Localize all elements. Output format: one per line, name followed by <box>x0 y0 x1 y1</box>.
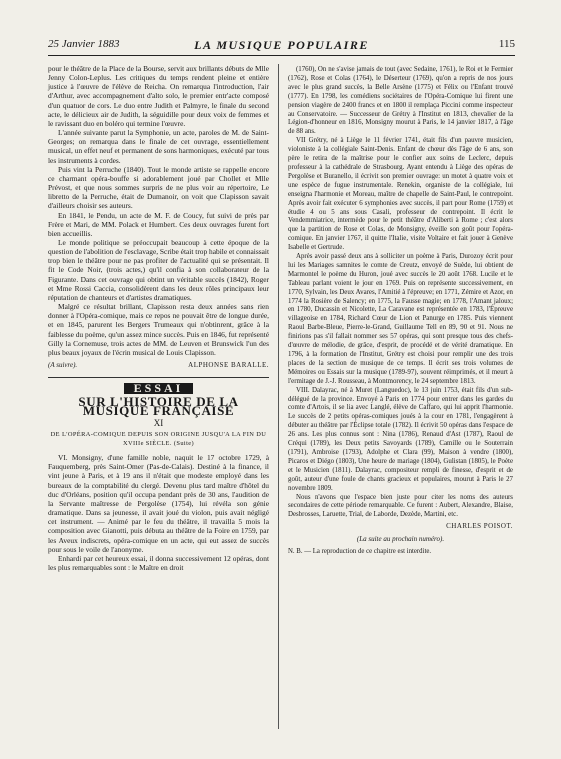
paragraph: L'année suivante parut la Symphonie, un acte, paroles de M. de Saint-Georges; on remarqua dans le finale de cet ouvrage, essentiellement musical, un effet neuf et permanent de sons harmoniques, exécuté par tous les instruments à cordes. <box>48 128 269 165</box>
chapter-subtitle: DE L'OPÉRA-COMIQUE DEPUIS SON ORIGINE JUSQU'A LA FIN DU XVIIIe SIÈCLE. (Suite) <box>50 430 267 447</box>
chapter-number: XI <box>153 417 164 428</box>
journal-title: LA MUSIQUE POPULAIRE <box>194 38 369 52</box>
essay-title: SUR L'HISTOIRE DE LA MUSIQUE FRANÇAISE <box>78 394 239 419</box>
right-column <box>288 66 513 557</box>
article-signature <box>48 361 269 370</box>
reproduction-note: N. B. — La reproduction de ce chapitre est interdite. <box>288 548 432 556</box>
page-header <box>48 38 515 54</box>
header-rule <box>48 55 515 56</box>
essai-heading: ESSAI <box>48 383 269 394</box>
column-separator <box>278 64 279 729</box>
page-number: 115 <box>498 38 515 50</box>
continuation-note: (La suite au prochain numéro). <box>356 535 445 544</box>
to-be-continued: (A suivre). <box>48 361 78 369</box>
paragraph: VI. Monsigny, d'une famille noble, naquit le 17 octobre 1729, à Fauquemberg, près Saint-Omer (Pas-de-Calais). Destiné à la finance, il vint jeune à Paris, et à 19 ans il n'était que modeste employé dans les bureaux de la comptabilité du clergé. Devenu plus tard maître d'hôtel du duc d'Orléans, position qu'il occupa pendant près de 30 ans, l'audition de la Servante maîtresse de Pergolèse (1754), lui révéla son génie dramatique. Dans sa jeunesse, il avait joué du violon, puis avait négligé cet instrument. — Animé par le feu du théâtre, il travailla 5 mois la composition avec Gianotti, puis débuta au théâtre de la Foire en 1759, par les Aveux indiscrets, opéra-comique en un acte, qui eut assez de succès pour sous le voile de l'anonyme. <box>48 453 269 554</box>
section-divider <box>48 377 269 378</box>
issue-date: 25 Janvier 1883 <box>48 38 120 50</box>
paragraph: VIII. Dalayrac, né à Muret (Languedoc), le 13 juin 1753, était fils d'un sub-délégué de la province. Envoyé à Paris en 1774 pour entrer dans les gardes du comte d'Artois, il se lia avec Langlé, élève de Caffaro, qui lui apprit l'harmonie. Le succès de 2 petits opéras-comiques joués à la cour en 1781, l'engagèrent à débuter au théâtre par l'Éclipse totale (1782). Il écrivit 50 opéras dans l'espace de 26 ans. Les plus connus sont : Nina (1786), Renaud d'Ast (1787), Raoul de Créqui (1789), les Deux petits Savoyards (1789), Camille ou le Souterrain (1791), Ambroise (1793), Adolphe et Clara (99), Maison à vendre (1800), Picaros et Diégo (1803), Une heure de mariage (1804), Gulistan (1805), le Poète et le Musicien (1811). Dalayrac, compositeur rempli de finesse, d'esprit et de goût, auteur d'une foule de chants gracieux et populaires, mourut à Paris le 27 novembre 1809. <box>288 386 513 492</box>
paragraph: Nous n'avons que l'espace bien juste pour citer les noms des auteurs secondaires de cette période remarquable. Ce furent : Aubert, Alexandre, Blaise, Desbrosses, Laruette, Trial, de Laborde, Dezède, Martini, etc. <box>288 493 513 519</box>
paragraph: En 1841, le Pendu, un acte de M. F. de Coucy, fut suivi de près par Frère et Mari, de MM. Polack et Humbert. Ces deux ouvrages furent fort bien accueillis. <box>48 210 269 238</box>
paragraph: pour le théâtre de la Place de la Bourse, servit aux brillants débuts de Mlle Jenny Colon-Leplus. Les critiques du temps rendent pleine et entière justice à l'œuvre de l'élève de Reicha. On remarqua l'introduction, l'air d'Arthur, avec accompagnement d'alto solo, le premier entr'acte composé d'un quatuor de cors. Le duo entre Judith et Palmyre, le finale du second acte, le délicieux air de Judith, la séguidille pour deux voix de femmes et le ravissant duo en boléro qui termine l'œuvre. <box>48 64 269 128</box>
paragraph: Malgré ce résultat brillant, Clapisson resta deux années sans rien donner à l'Opéra-comique, mais ce repos ne pouvait être de longue durée, et en 1845, parurent les Bergers Trumeaux qui n'obtinrent, grâce à la faiblesse du poème, qu'un assez mince succès. Puis en 1846, fut représenté Gilly la Cornemuse, trois actes de MM. de Leuven et Brunswick l'un des plus beaux joyaux de l'écrin musical de Louis Clapisson. <box>48 302 269 357</box>
author-name: ALPHONSE BARALLE. <box>188 361 269 369</box>
paragraph: VII Grétry, né à Liège le 11 février 1741, était fils d'un pauvre musicien, violoniste à la collégiale Saint-Denis. Enfant de chœur dès l'âge de 6 ans, son père le retira de la maîtrise pour le confier aux soins de Leclerc, depuis professeur à la cathédrale de Strasbourg. Ayant entendu à Liège des opéras de Pergolèse et Buranello, il écrivit son premier ouvrage: un motet à quatre voix et une espèce de fugue instrumentale. Renekin, organiste de la collégiale, lui enseigna l'harmonie et Moreau, maître de chapelle de Saint-Paul, le contrepoint. Après avoir fait exécuter 6 symphonies avec succès, il part pour Rome (1759) et étudie 4 ou 5 ans sous Casali, professeur de contrepoint. Il écrit le Vendemmiatrice, intermède pour le petit théâtre d'Aliberti à Rome ; c'est alors que la partition de Rose et Colas, de Monsigny, éveille son goût pour l'opéra-comique. En janvier 1767, il quitte l'Italie, visite Voltaire et fait jouer à Genève Isabelle et Gertrude. <box>288 137 513 252</box>
left-column <box>48 64 269 572</box>
author-name: CHARLES POISOT. <box>446 522 513 531</box>
paragraph: (1760), On ne s'avise jamais de tout (avec Sedaine, 1761), le Roi et le Fermier (1762), Rose et Colas (1764), le Déserteur (1769), qu'on a repris de nos jours avec le plus grand succès, la Belle Arsène (1775) et Félix ou l'Enfant trouvé (1777). En 1798, les comédiens sociétaires de l'Opéra-Comique lui firent une pension viagère de 2400 francs et en 1800 il remplaça Piccini comme inspecteur au Conservatoire. — Successeur de Grétry à l'Institut en 1813, chevalier de la Légion-d'honneur en 1816, Monsigny mourut à Paris, le 14 janvier 1817, à l'âge de 88 ans. <box>288 66 513 136</box>
paragraph: Puis vint la Perruche (1840). Tout le monde artiste se rappelle encore ce charmant opéra-bouffe si adorablement joué par Chollet et Mlle Prévost, et que nous sommes surpris de ne plus voir au répertoire, Le libretto de la Perruche, était de Dumanoir, on voit que Clapisson savait d'ailleurs choisir ses auteurs. <box>48 164 269 211</box>
paragraph: Enhardi par cet heureux essai, il donna successivement 12 opéras, dont les plus remarquables sont : le Maître en droit <box>48 553 269 572</box>
paragraph: Le monde politique se préoccupait beaucoup à cette époque de la question de l'abolition de l'esclavage, Scribe était trop habile et connaissait trop bien le théâtre pour ne pas profiter de l'actualité qui se présentait. Il fit le Code Noir, (trois actes,) qu'il confia à son collaborateur de la Figurante. Dans cet ouvrage qui obtint un véritable succès (1842), Roger et Mme Rossi Caccia, consolidèrent dans les deux rôles principaux leur réputation de chanteurs et d'artistes dramatiques. <box>48 237 269 302</box>
paragraph: Après avoir passé deux ans à solliciter un poème à Paris, Durozoy écrit pour lui les Mariages samnites le comte de Creutz, envoyé de Suède, lui obtient de Marmontel le poème du Huron, joué avec succès le 20 août 1768. Lucile et le Tableau parlant voient le jour en 1769. Puis on représente successivement, en 1770, Sylvain, les Deux Avares, l'Amitié à l'épreuve; en 1771, Zémire et Azor, en 1774 la Rosière de Salency; en 1775, la Fausse magie; en 1778, l'Amant jaloux; en 1780, Ducassin et Nicolette, La Caravane est représentée en 1783, l'Épreuve villageoise en 1784, Richard Cœur de Lion et Panurge en 1785. Puis viennent Raoul Barbe-Bleue, Pierre-le-Grand, Guillaume Tell en 89, 90 et 91. Nous ne finirions pas s'il fallait nommer ses 57 opéras, qui sont presque tous des chefs-d'œuvre de mélodie, de grâce, d'esprit, de procédé et de vérité dramatique. En 1796, à la formation de l'Institut, Grétry est choisi pour remplir une des trois places de la section de musique de ce temps. Il écrit ses trois volumes de Mémoires ou Essais sur la musique (1789-97), souvent réimprimés, et il meurt à l'ermitage de J.-J. Rousseau, à Montmorency, le 24 septembre 1813. <box>288 253 513 385</box>
